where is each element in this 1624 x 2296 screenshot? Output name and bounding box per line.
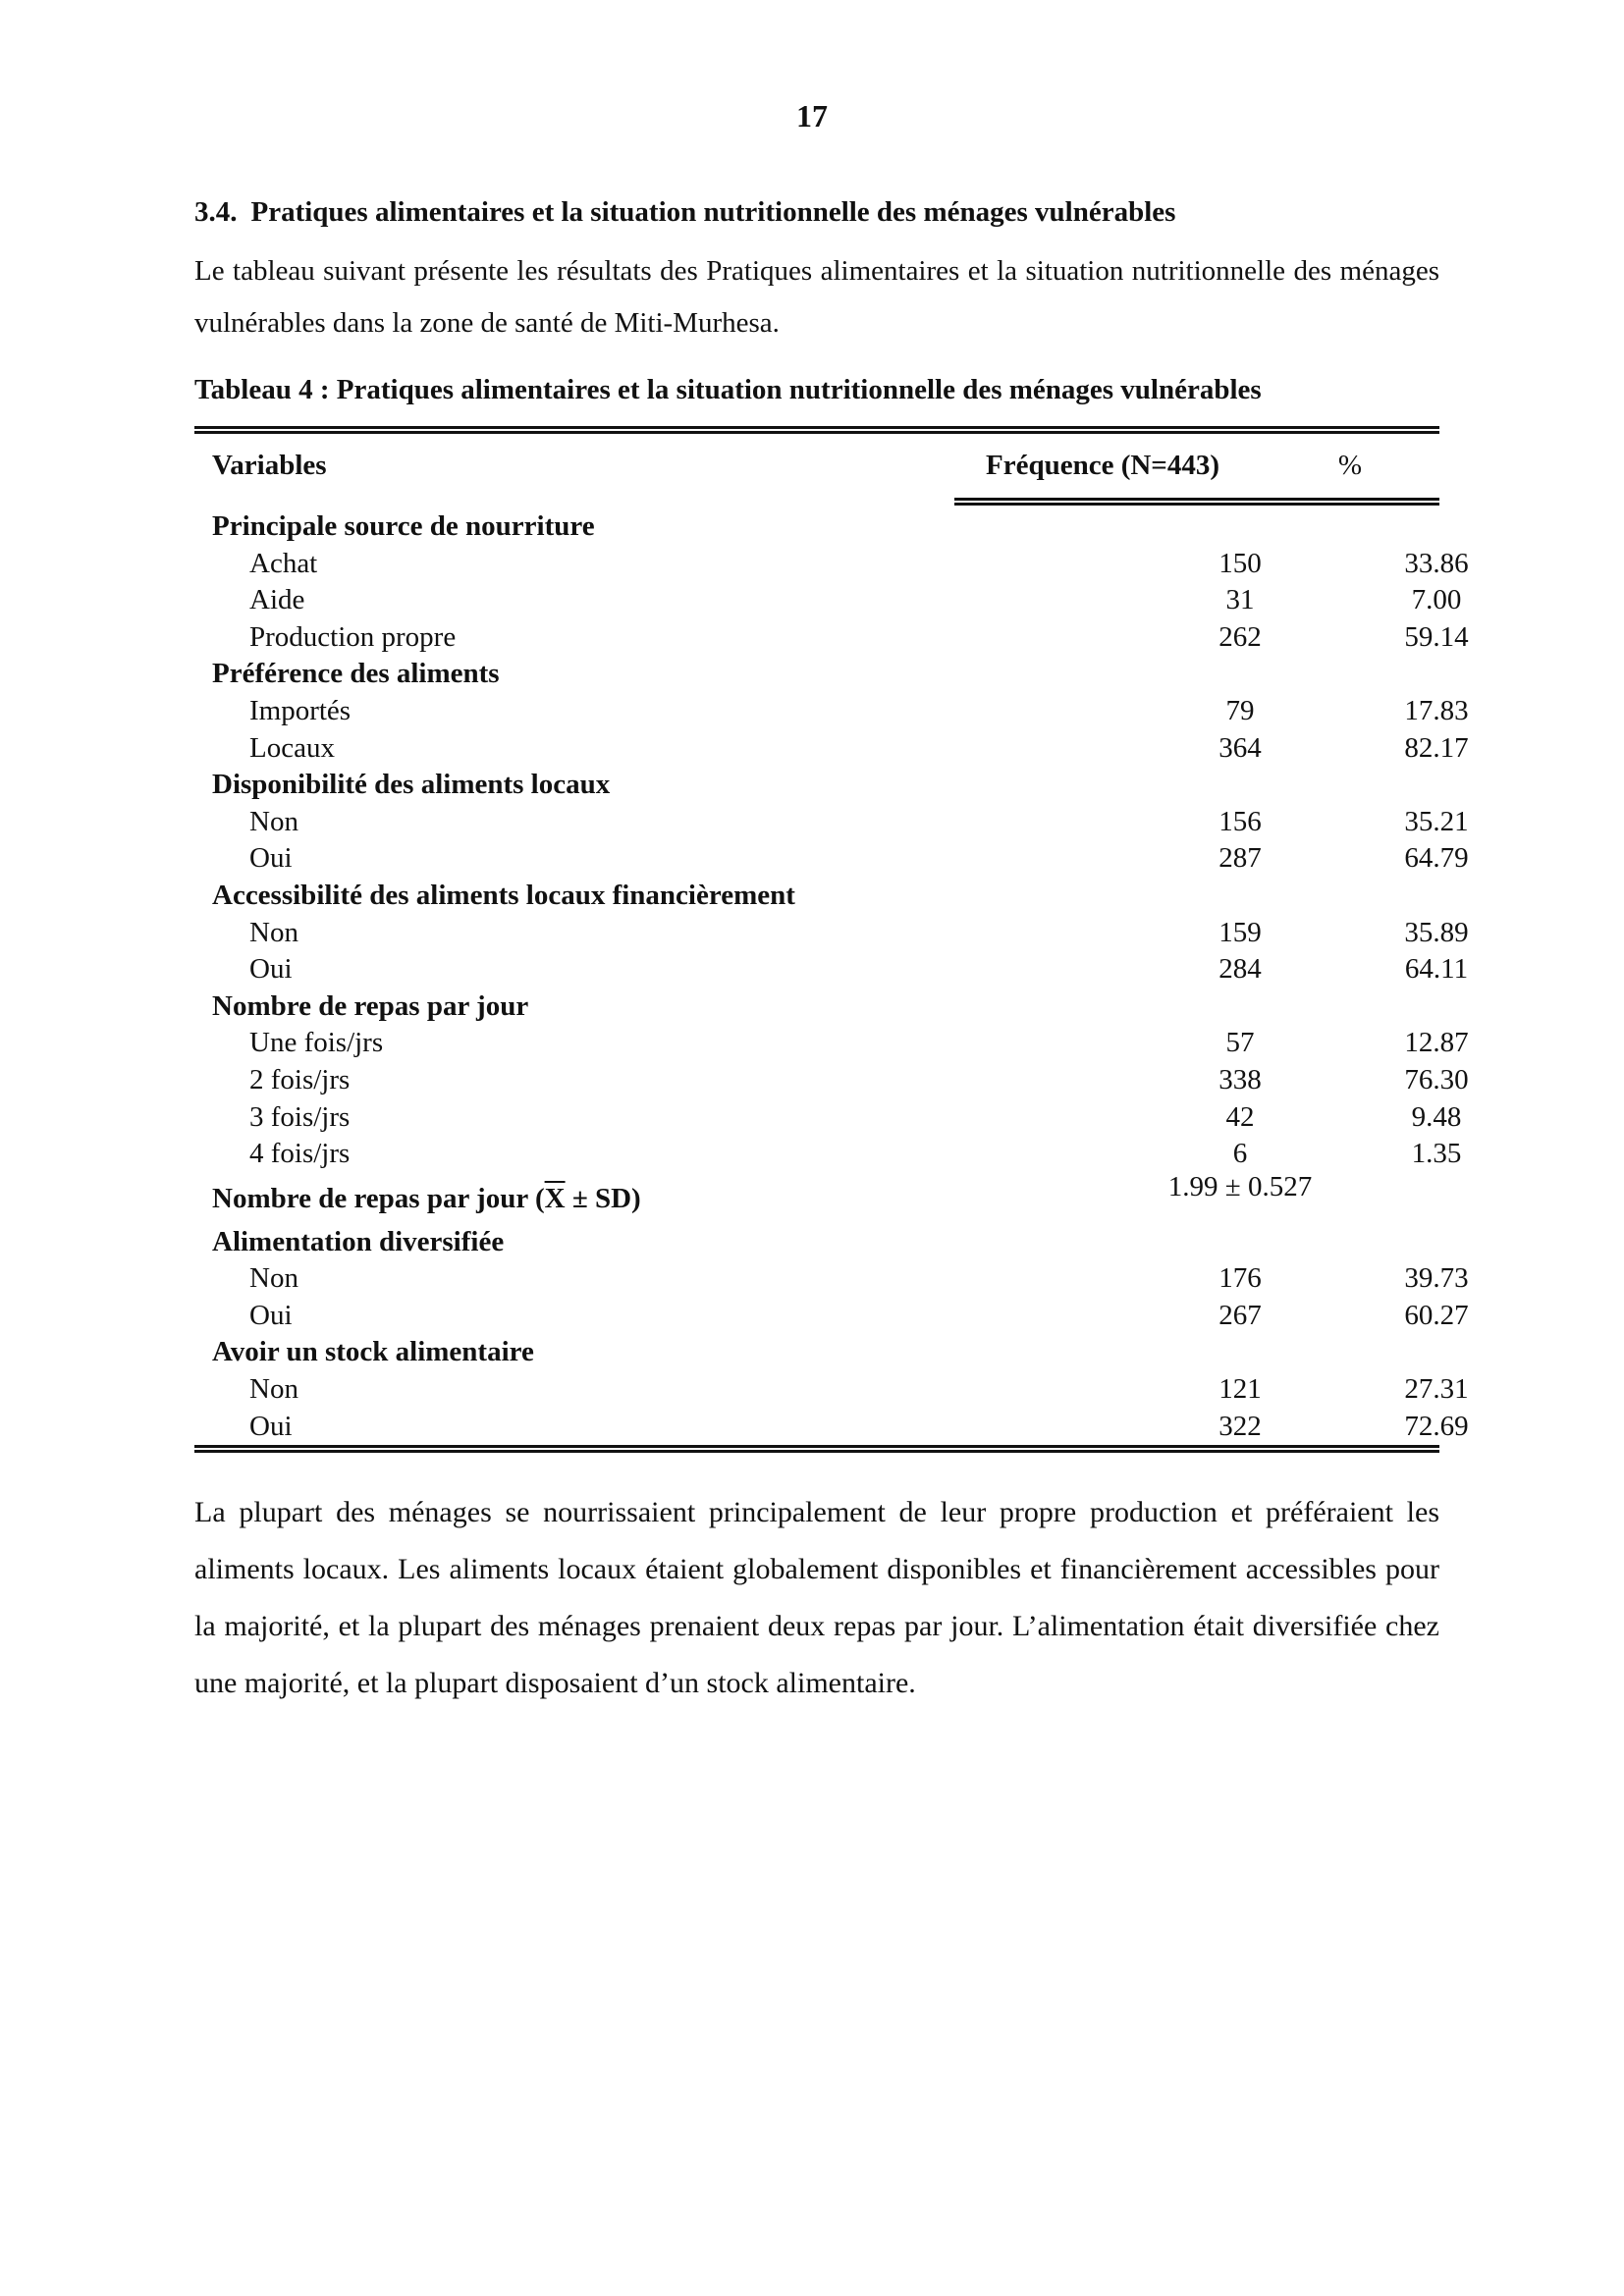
stat-label-suffix: ± SD) bbox=[565, 1182, 641, 1214]
frequency-cell: 338 bbox=[1218, 1063, 1262, 1095]
row-label: Locaux bbox=[249, 731, 335, 764]
table-caption: Tableau 4 : Pratiques alimentaires et la situation nutritionnelle des ménages vulnérables bbox=[194, 374, 1262, 405]
percent-cell: 64.79 bbox=[1404, 842, 1469, 875]
table-category-row bbox=[194, 1224, 1439, 1261]
row-label: 4 fois/jrs bbox=[249, 1138, 351, 1170]
percent-cell: 7.00 bbox=[1411, 584, 1462, 616]
category-label: Préférence des aliments bbox=[212, 658, 500, 690]
table-row bbox=[194, 546, 1469, 583]
table-stat-row bbox=[194, 1170, 1439, 1224]
frequency-cell: 322 bbox=[1218, 1410, 1262, 1442]
percent-cell: 1.35 bbox=[1411, 1138, 1462, 1170]
row-label: Non bbox=[249, 805, 298, 837]
percent-cell: 82.17 bbox=[1404, 731, 1469, 764]
row-label: Importés bbox=[249, 694, 352, 726]
mean-symbol: $\overline{X}$ bbox=[544, 1182, 566, 1214]
row-label: Production propre bbox=[249, 620, 457, 653]
category-label: Alimentation diversifiée bbox=[212, 1225, 505, 1257]
category-label: Nombre de repas par jour bbox=[212, 989, 529, 1022]
row-label: Non bbox=[249, 916, 298, 948]
frequency-cell: 6 bbox=[1232, 1138, 1248, 1170]
frequency-cell: 267 bbox=[1218, 1299, 1262, 1331]
row-label: Aide bbox=[249, 584, 305, 616]
row-label: Oui bbox=[249, 1410, 293, 1442]
intro-paragraph: Le tableau suivant présente les résultats des Pratiques alimentaires et la situation nutritionnelle des ménages vulnérables dans la zone de santé de Miti-Murhesa. bbox=[194, 255, 1439, 339]
percent-cell: 33.86 bbox=[1404, 547, 1469, 579]
table-row bbox=[194, 1371, 1469, 1409]
table-row bbox=[194, 1062, 1469, 1099]
table-row bbox=[194, 1409, 1469, 1446]
category-label: Disponibilité des aliments locaux bbox=[212, 769, 611, 801]
section-number: 3.4. bbox=[194, 196, 238, 228]
table-category-row bbox=[194, 1334, 1439, 1371]
percent-cell: 9.48 bbox=[1411, 1100, 1462, 1133]
section-title: Pratiques alimentaires et la situation nutritionnelle des ménages vulnérables bbox=[250, 196, 1176, 228]
table-row bbox=[194, 951, 1469, 988]
header-underline-rule bbox=[954, 498, 1439, 506]
row-label: Non bbox=[249, 1373, 298, 1406]
table-row bbox=[194, 619, 1469, 657]
mean-sd-cell: 1.99 ± 0.527 bbox=[1167, 1170, 1313, 1202]
header-frequency: Fréquence (N=443) bbox=[986, 450, 1219, 481]
percent-cell: 12.87 bbox=[1404, 1027, 1469, 1059]
header-percent: % bbox=[1337, 450, 1363, 481]
table-row bbox=[194, 1099, 1462, 1137]
table-row bbox=[194, 915, 1469, 952]
row-label: 2 fois/jrs bbox=[249, 1063, 351, 1095]
frequency-cell: 284 bbox=[1218, 953, 1262, 986]
frequency-cell: 121 bbox=[1218, 1373, 1262, 1406]
frequency-cell: 57 bbox=[1225, 1027, 1255, 1059]
table-body bbox=[194, 508, 1469, 1445]
percent-cell: 60.27 bbox=[1404, 1299, 1469, 1331]
row-label: Une fois/jrs bbox=[249, 1027, 384, 1059]
frequency-cell: 31 bbox=[1225, 584, 1255, 616]
row-label: Oui bbox=[249, 953, 293, 986]
frequency-cell: 176 bbox=[1218, 1262, 1262, 1295]
frequency-cell: 262 bbox=[1218, 620, 1262, 653]
frequency-cell: 79 bbox=[1225, 694, 1255, 726]
table-category-row bbox=[194, 767, 1439, 804]
table-row bbox=[194, 582, 1462, 619]
frequency-cell: 156 bbox=[1218, 805, 1262, 837]
table-row bbox=[194, 1025, 1469, 1062]
page-number: 17 bbox=[796, 98, 828, 133]
table-bottom-rule bbox=[194, 1445, 1439, 1453]
percent-cell: 72.69 bbox=[1404, 1410, 1469, 1442]
row-label: Oui bbox=[249, 842, 293, 875]
table-row bbox=[194, 1260, 1469, 1298]
percent-cell: 35.21 bbox=[1404, 805, 1469, 837]
table-row bbox=[194, 840, 1469, 878]
category-label: Principale source de nourriture bbox=[212, 510, 595, 542]
section-heading bbox=[194, 196, 1175, 229]
percent-cell: 17.83 bbox=[1404, 694, 1469, 726]
percent-cell: 35.89 bbox=[1404, 916, 1469, 948]
percent-cell: 59.14 bbox=[1404, 620, 1469, 653]
table-category-row bbox=[194, 656, 1439, 693]
row-label: Achat bbox=[249, 547, 318, 579]
category-label: Accessibilité des aliments locaux financièrement bbox=[212, 879, 795, 911]
frequency-cell: 159 bbox=[1218, 916, 1262, 948]
conclusion-paragraph: La plupart des ménages se nourrissaient principalement de leur propre production et préféraient les aliments locaux. Les aliments locaux étaient globalement disponibles et financièrement accessibles pour la majorité, et la plupart des ménages prenaient deux repas par jour. L’alimentation était diversifiée chez une majorité, et la plupart disposaient d’un stock alimentaire. bbox=[194, 1496, 1439, 1699]
row-label: 3 fois/jrs bbox=[249, 1100, 351, 1133]
table-category-row bbox=[194, 508, 1439, 546]
table-row bbox=[194, 693, 1469, 730]
table-top-rule bbox=[194, 426, 1439, 434]
stat-label bbox=[212, 1173, 641, 1224]
category-label: Avoir un stock alimentaire bbox=[212, 1336, 534, 1368]
table-row bbox=[194, 804, 1469, 841]
table-category-row bbox=[194, 878, 1439, 915]
header-variables: Variables bbox=[212, 450, 327, 481]
frequency-cell: 42 bbox=[1225, 1100, 1255, 1133]
row-label: Non bbox=[249, 1262, 298, 1295]
table-category-row bbox=[194, 988, 1439, 1026]
table-row bbox=[194, 1298, 1469, 1335]
frequency-cell: 150 bbox=[1218, 547, 1262, 579]
frequency-cell: 364 bbox=[1218, 731, 1262, 764]
percent-cell: 64.11 bbox=[1404, 953, 1469, 986]
percent-cell: 27.31 bbox=[1404, 1373, 1469, 1406]
table-row bbox=[194, 730, 1469, 768]
percent-cell: 39.73 bbox=[1404, 1262, 1469, 1295]
stat-label-prefix: Nombre de repas par jour ( bbox=[212, 1182, 545, 1214]
frequency-cell: 287 bbox=[1218, 842, 1262, 875]
row-label: Oui bbox=[249, 1299, 293, 1331]
percent-cell: 76.30 bbox=[1404, 1063, 1469, 1095]
